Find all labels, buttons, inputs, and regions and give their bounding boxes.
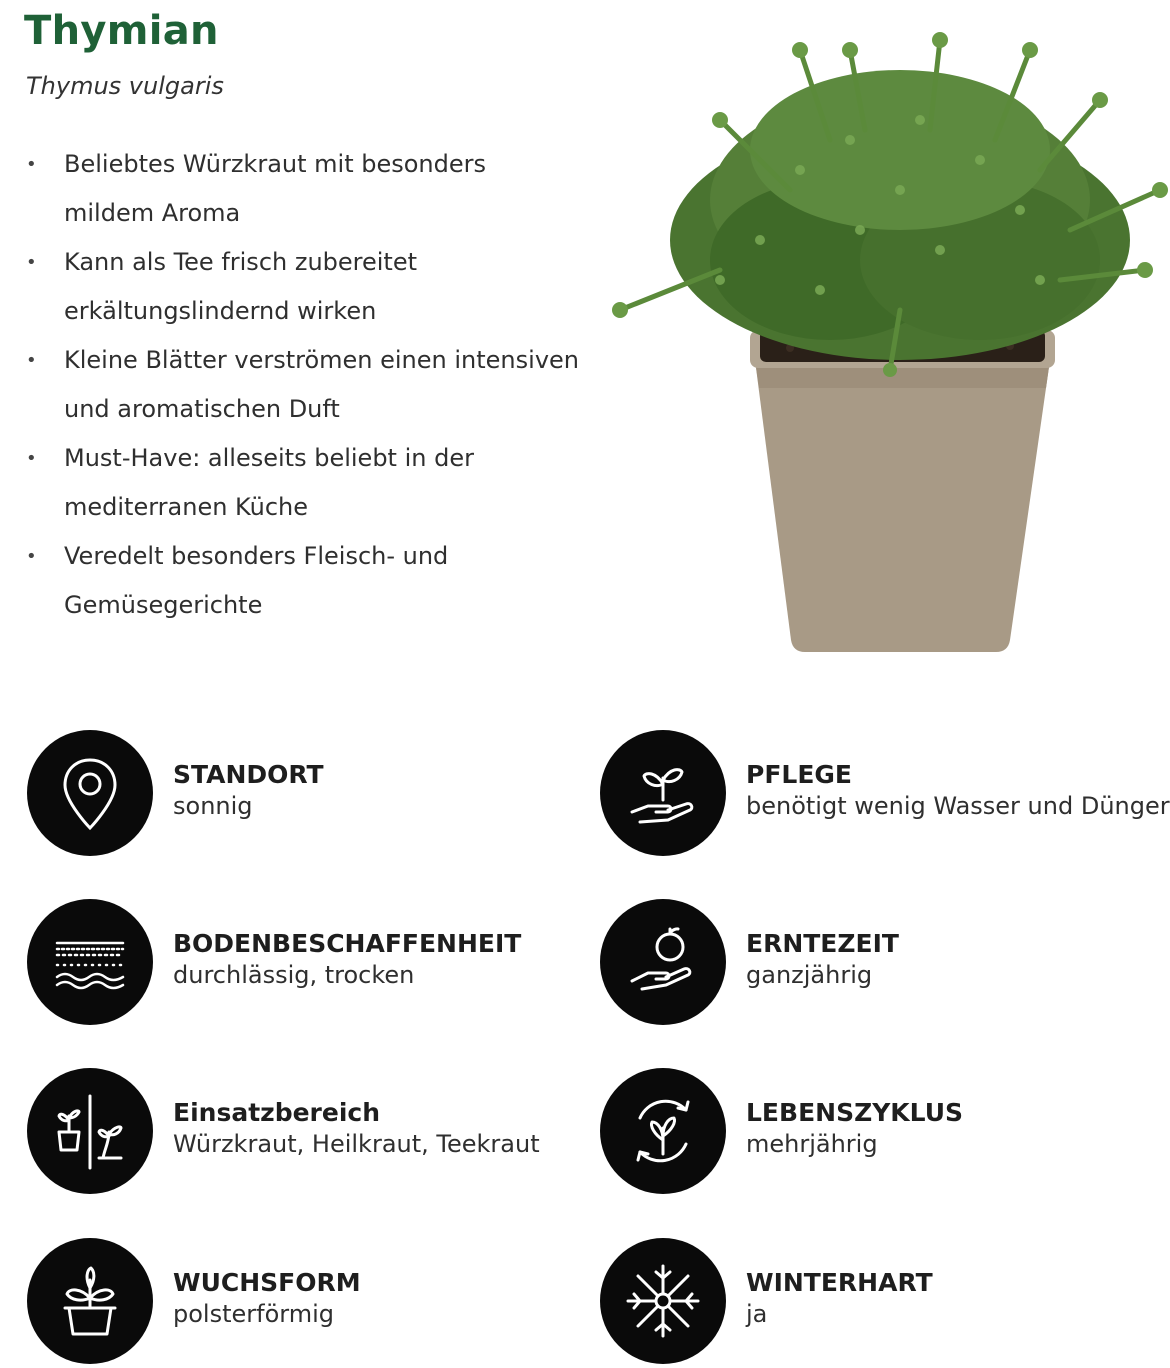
bullet-line: Must-Have: alleseits beliebt in der	[64, 444, 474, 472]
product-title: Thymian	[24, 8, 219, 54]
icon-circle	[600, 1068, 726, 1194]
feature-value: benötigt wenig Wasser und Dünger	[746, 792, 1170, 820]
pot	[755, 360, 1050, 652]
feature-value: ganzjährig	[746, 961, 873, 989]
feature-einsatzbereich	[27, 1068, 567, 1198]
feature-label: WINTERHART	[746, 1268, 933, 1297]
icon-circle	[600, 899, 726, 1025]
feature-standort	[27, 730, 547, 860]
feature-label: WUCHSFORM	[173, 1268, 361, 1297]
bullet-line: Kann als Tee frisch zubereitet	[64, 248, 418, 276]
snowflake-icon	[620, 1258, 706, 1344]
location-pin-icon	[47, 750, 133, 836]
feature-pflege	[600, 730, 1170, 860]
feature-wuchsform	[27, 1238, 547, 1368]
soil-layers-icon	[47, 919, 133, 1005]
feature-bodenbeschaffenheit	[27, 899, 547, 1029]
feature-lebenszyklus	[600, 1068, 1170, 1198]
feature-value: Würzkraut, Heilkraut, Teekraut	[173, 1130, 540, 1158]
bullet-dot: •	[26, 252, 37, 273]
plant-cycle-icon	[620, 1088, 706, 1174]
bullet-item	[24, 140, 584, 238]
bullet-line: mediterranen Küche	[64, 493, 308, 521]
feature-label: BODENBESCHAFFENHEIT	[173, 929, 522, 958]
icon-circle	[27, 1068, 153, 1194]
feature-label: ERNTEZEIT	[746, 929, 899, 958]
bullet-line: und aromatischen Duft	[64, 395, 340, 423]
bullet-line: Veredelt besonders Fleisch- und	[64, 542, 449, 570]
latin-name: Thymus vulgaris	[26, 72, 224, 100]
bullet-dot: •	[26, 448, 37, 469]
hand-fruit-icon	[620, 919, 706, 1005]
feature-winterhart	[600, 1238, 1170, 1368]
feature-value: sonnig	[173, 792, 253, 820]
potted-plant-icon	[47, 1258, 133, 1344]
icon-circle	[27, 899, 153, 1025]
icon-circle	[600, 1238, 726, 1364]
bullet-dot: •	[26, 350, 37, 371]
bullet-line: Kleine Blätter verströmen einen intensiven	[64, 346, 579, 374]
bullet-item	[24, 336, 584, 434]
bullet-line: Beliebtes Würzkraut mit besonders	[64, 150, 487, 178]
feature-label: LEBENSZYKLUS	[746, 1098, 964, 1127]
bullet-dot: •	[26, 154, 37, 175]
bullet-line: erkältungslindernd wirken	[64, 297, 377, 325]
bullet-item	[24, 532, 584, 630]
feature-label: Einsatzbereich	[173, 1098, 381, 1127]
pot-and-plant-icon	[47, 1088, 133, 1174]
bullet-item	[24, 434, 584, 532]
feature-value: durchlässig, trocken	[173, 961, 415, 989]
hand-sprout-icon	[620, 750, 706, 836]
bullet-dot: •	[26, 546, 37, 567]
feature-bullet-list	[24, 140, 584, 630]
icon-circle	[27, 730, 153, 856]
icon-circle	[27, 1238, 153, 1364]
bullet-line: Gemüsegerichte	[64, 591, 263, 619]
feature-label: PFLEGE	[746, 760, 853, 789]
feature-value: mehrjährig	[746, 1130, 878, 1158]
feature-value: polsterförmig	[173, 1300, 334, 1328]
bullet-line: mildem Aroma	[64, 199, 241, 227]
feature-value: ja	[746, 1300, 768, 1328]
feature-label: STANDORT	[173, 760, 324, 789]
bullet-item	[24, 238, 584, 336]
feature-erntezeit	[600, 899, 1170, 1029]
icon-circle	[600, 730, 726, 856]
product-image-thyme-plant	[600, 30, 1170, 660]
